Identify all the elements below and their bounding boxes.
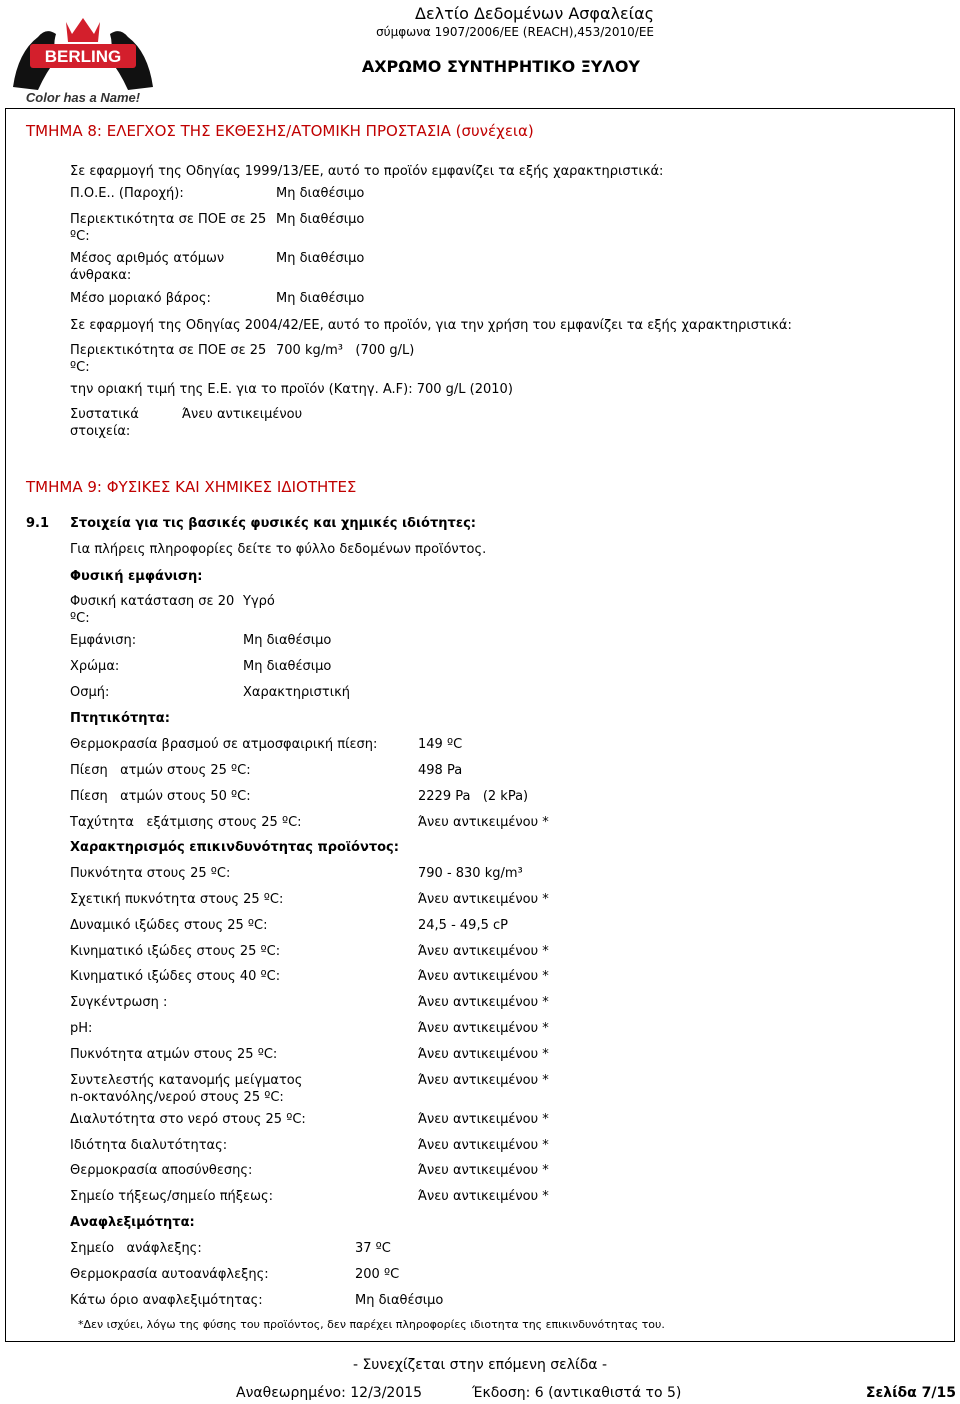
property-value: Άνευ αντικειμένου * bbox=[418, 892, 549, 907]
volatility-value: 149 ºC bbox=[418, 737, 463, 752]
partition-label-2: n-οκτανόλης/νερού στους 25 ºC: bbox=[70, 1090, 284, 1105]
brand-tagline: Color has a Name! bbox=[25, 90, 141, 105]
berling-logo bbox=[8, 12, 158, 107]
limit-text: την οριακή τιμή της Ε.Ε. για το προϊόν (Κατηγ. A.F): 700 g/L (2010) bbox=[70, 382, 513, 397]
partition-value: Άνευ αντικειμένου * bbox=[418, 1073, 549, 1088]
property-label: Κινηματικό ιξώδες στους 40 ºC: bbox=[70, 969, 281, 984]
state-value: Υγρό bbox=[243, 594, 275, 609]
mol-weight-label: Μέσο μοριακό βάρος: bbox=[70, 291, 211, 306]
components-label-2: στοιχεία: bbox=[70, 424, 131, 439]
voc2-label-unit: ºC: bbox=[70, 360, 90, 375]
mol-weight-value: Μη διαθέσιμο bbox=[276, 291, 365, 306]
flammability-heading: Αναφλεξιμότητα: bbox=[70, 1215, 195, 1230]
version: Έκδοση: 6 (αντικαθιστά το 5) bbox=[472, 1385, 682, 1401]
property-label: Συγκέντρωση : bbox=[70, 995, 168, 1010]
property-value: Άνευ αντικειμένου * bbox=[418, 1021, 549, 1036]
property-label: Σημείο τήξεως/σημείο πήξεως: bbox=[70, 1189, 273, 1204]
flammability-label: Σημείο ανάφλεξης: bbox=[70, 1241, 202, 1256]
flammability-value: 37 ºC bbox=[355, 1241, 391, 1256]
doc-title: Δελτίο Δεδομένων Ασφαλείας bbox=[415, 4, 654, 23]
color-value: Μη διαθέσιμο bbox=[243, 659, 332, 674]
product-name: ΑΧΡΩΜΟ ΣΥΝΤΗΡΗΤΙΚΟ ΞΥΛΟΥ bbox=[361, 57, 640, 76]
odor-label: Οσμή: bbox=[70, 685, 110, 700]
volatility-value: Άνευ αντικειμένου * bbox=[418, 815, 549, 830]
doc-subtitle: σύμφωνα 1907/2006/ΕΕ (REACH),453/2010/ΕΕ bbox=[376, 25, 654, 39]
carbon-atoms-label-2: άνθρακα: bbox=[70, 268, 132, 283]
volatility-label: Ταχύτητα εξάτμισης στους 25 ºC: bbox=[70, 815, 302, 830]
property-value: Άνευ αντικειμένου * bbox=[418, 944, 549, 959]
directive2-intro: Σε εφαρμογή της Οδηγίας 2004/42/ΕΕ, αυτό το προϊόν, για την χρήση του εμφανίζει τα εξής χαρακτηριστικά: bbox=[70, 318, 792, 333]
property-value: Άνευ αντικειμένου * bbox=[418, 1163, 549, 1178]
color-label: Χρώμα: bbox=[70, 659, 120, 674]
property-value: Άνευ αντικειμένου * bbox=[418, 1047, 549, 1062]
property-label: Σχετική πυκνότητα στους 25 ºC: bbox=[70, 892, 284, 907]
property-value: Άνευ αντικειμένου * bbox=[418, 969, 549, 984]
subsection-number: 9.1 bbox=[26, 516, 50, 531]
voc-label: Π.Ο.Ε.. (Παροχή): bbox=[70, 186, 184, 201]
page-number: Σελίδα 7/15 bbox=[865, 1385, 956, 1401]
components-value: Άνευ αντικειμένου bbox=[182, 407, 303, 422]
characterization-heading: Χαρακτηρισμός επικινδυνότητας προϊόντος: bbox=[70, 840, 399, 855]
voc-content-label: Περιεκτικότητα σε ΠΟΕ σε 25 bbox=[70, 212, 267, 227]
property-label: Πυκνότητα στους 25 ºC: bbox=[70, 866, 231, 881]
continue-note: - Συνεχίζεται στην επόμενη σελίδα - bbox=[352, 1357, 608, 1373]
property-value: Άνευ αντικειμένου * bbox=[418, 1189, 549, 1204]
property-value: Άνευ αντικειμένου * bbox=[418, 995, 549, 1010]
flammability-value: 200 ºC bbox=[355, 1267, 400, 1282]
property-value: 790 - 830 kg/m³ bbox=[418, 866, 523, 881]
carbon-atoms-value: Μη διαθέσιμο bbox=[276, 251, 365, 266]
carbon-atoms-label: Μέσος αριθμός ατόμων bbox=[70, 251, 225, 266]
revised-date: Αναθεωρημένο: 12/3/2015 bbox=[236, 1385, 423, 1401]
footnote: *Δεν ισχύει, λόγω της φύσης του προϊόντος, δεν παρέχει πληροφορίες ιδιοτητα της επικινδυνότητας του. bbox=[78, 1318, 665, 1331]
brand-name: BERLING bbox=[44, 47, 122, 66]
property-value: 24,5 - 49,5 cP bbox=[418, 918, 508, 933]
volatility-label: Πίεση ατμών στους 50 ºC: bbox=[70, 789, 251, 804]
flammability-label: Κάτω όριο αναφλεξιμότητας: bbox=[70, 1293, 263, 1308]
property-label: pH: bbox=[70, 1021, 93, 1036]
section8-title: ΤΜΗΜΑ 8: ΕΛΕΓΧΟΣ ΤΗΣ ΕΚΘΕΣΗΣ/ΑΤΟΜΙΚΗ ΠΡΟΣΤΑΣΙΑ (συνέχεια) bbox=[26, 122, 534, 140]
volatility-label: Πίεση ατμών στους 25 ºC: bbox=[70, 763, 251, 778]
flammability-label: Θερμοκρασία αυτοανάφλεξης: bbox=[70, 1267, 269, 1282]
property-label: Κινηματικό ιξώδες στους 25 ºC: bbox=[70, 944, 281, 959]
voc-content-value: Μη διαθέσιμο bbox=[276, 212, 365, 227]
volatility-value: 498 Pa bbox=[418, 763, 463, 778]
appearance-label: Εμφάνιση: bbox=[70, 633, 137, 648]
voc2-value: 700 kg/m³ (700 g/L) bbox=[276, 343, 415, 358]
directive1-intro: Σε εφαρμογή της Οδηγίας 1999/13/ΕΕ, αυτό το προϊόν εμφανίζει τα εξής χαρακτηριστικά: bbox=[70, 164, 664, 179]
subsection-title: Στοιχεία για τις βασικές φυσικές και χημικές ιδιότητες: bbox=[70, 516, 476, 531]
section9-title: ΤΜΗΜΑ 9: ΦΥΣΙΚΕΣ ΚΑΙ ΧΗΜΙΚΕΣ ΙΔΙΟΤΗΤΕΣ bbox=[26, 478, 357, 496]
state-label-unit: ºC: bbox=[70, 611, 90, 626]
info-text: Για πλήρεις πληροφορίες δείτε το φύλλο δεδομένων προϊόντος. bbox=[70, 542, 487, 557]
volatility-value: 2229 Pa (2 kPa) bbox=[418, 789, 529, 804]
voc-value: Μη διαθέσιμο bbox=[276, 186, 365, 201]
property-label: Ιδιότητα διαλυτότητας: bbox=[70, 1138, 228, 1153]
voc2-label: Περιεκτικότητα σε ΠΟΕ σε 25 bbox=[70, 343, 267, 358]
property-label: Διαλυτότητα στο νερό στους 25 ºC: bbox=[70, 1112, 306, 1127]
appearance-value: Μη διαθέσιμο bbox=[243, 633, 332, 648]
property-value: Άνευ αντικειμένου * bbox=[418, 1112, 549, 1127]
voc-content-label-unit: ºC: bbox=[70, 229, 90, 244]
volatility-heading: Πτητικότητα: bbox=[70, 711, 170, 726]
components-label: Συστατικά bbox=[70, 407, 139, 422]
state-label: Φυσική κατάσταση σε 20 bbox=[70, 594, 235, 609]
property-label: Θερμοκρασία αποσύνθεσης: bbox=[70, 1163, 253, 1178]
appearance-heading: Φυσική εμφάνιση: bbox=[70, 569, 203, 584]
property-label: Πυκνότητα ατμών στους 25 ºC: bbox=[70, 1047, 278, 1062]
property-value: Άνευ αντικειμένου * bbox=[418, 1138, 549, 1153]
volatility-label: Θερμοκρασία βρασμού σε ατμοσφαιρική πίεση: bbox=[70, 737, 378, 752]
property-label: Δυναμικό ιξώδες στους 25 ºC: bbox=[70, 918, 268, 933]
flammability-value: Μη διαθέσιμο bbox=[355, 1293, 444, 1308]
odor-value: Χαρακτηριστική bbox=[243, 685, 351, 700]
partition-label: Συντελεστής κατανομής μείγματος bbox=[70, 1073, 303, 1088]
